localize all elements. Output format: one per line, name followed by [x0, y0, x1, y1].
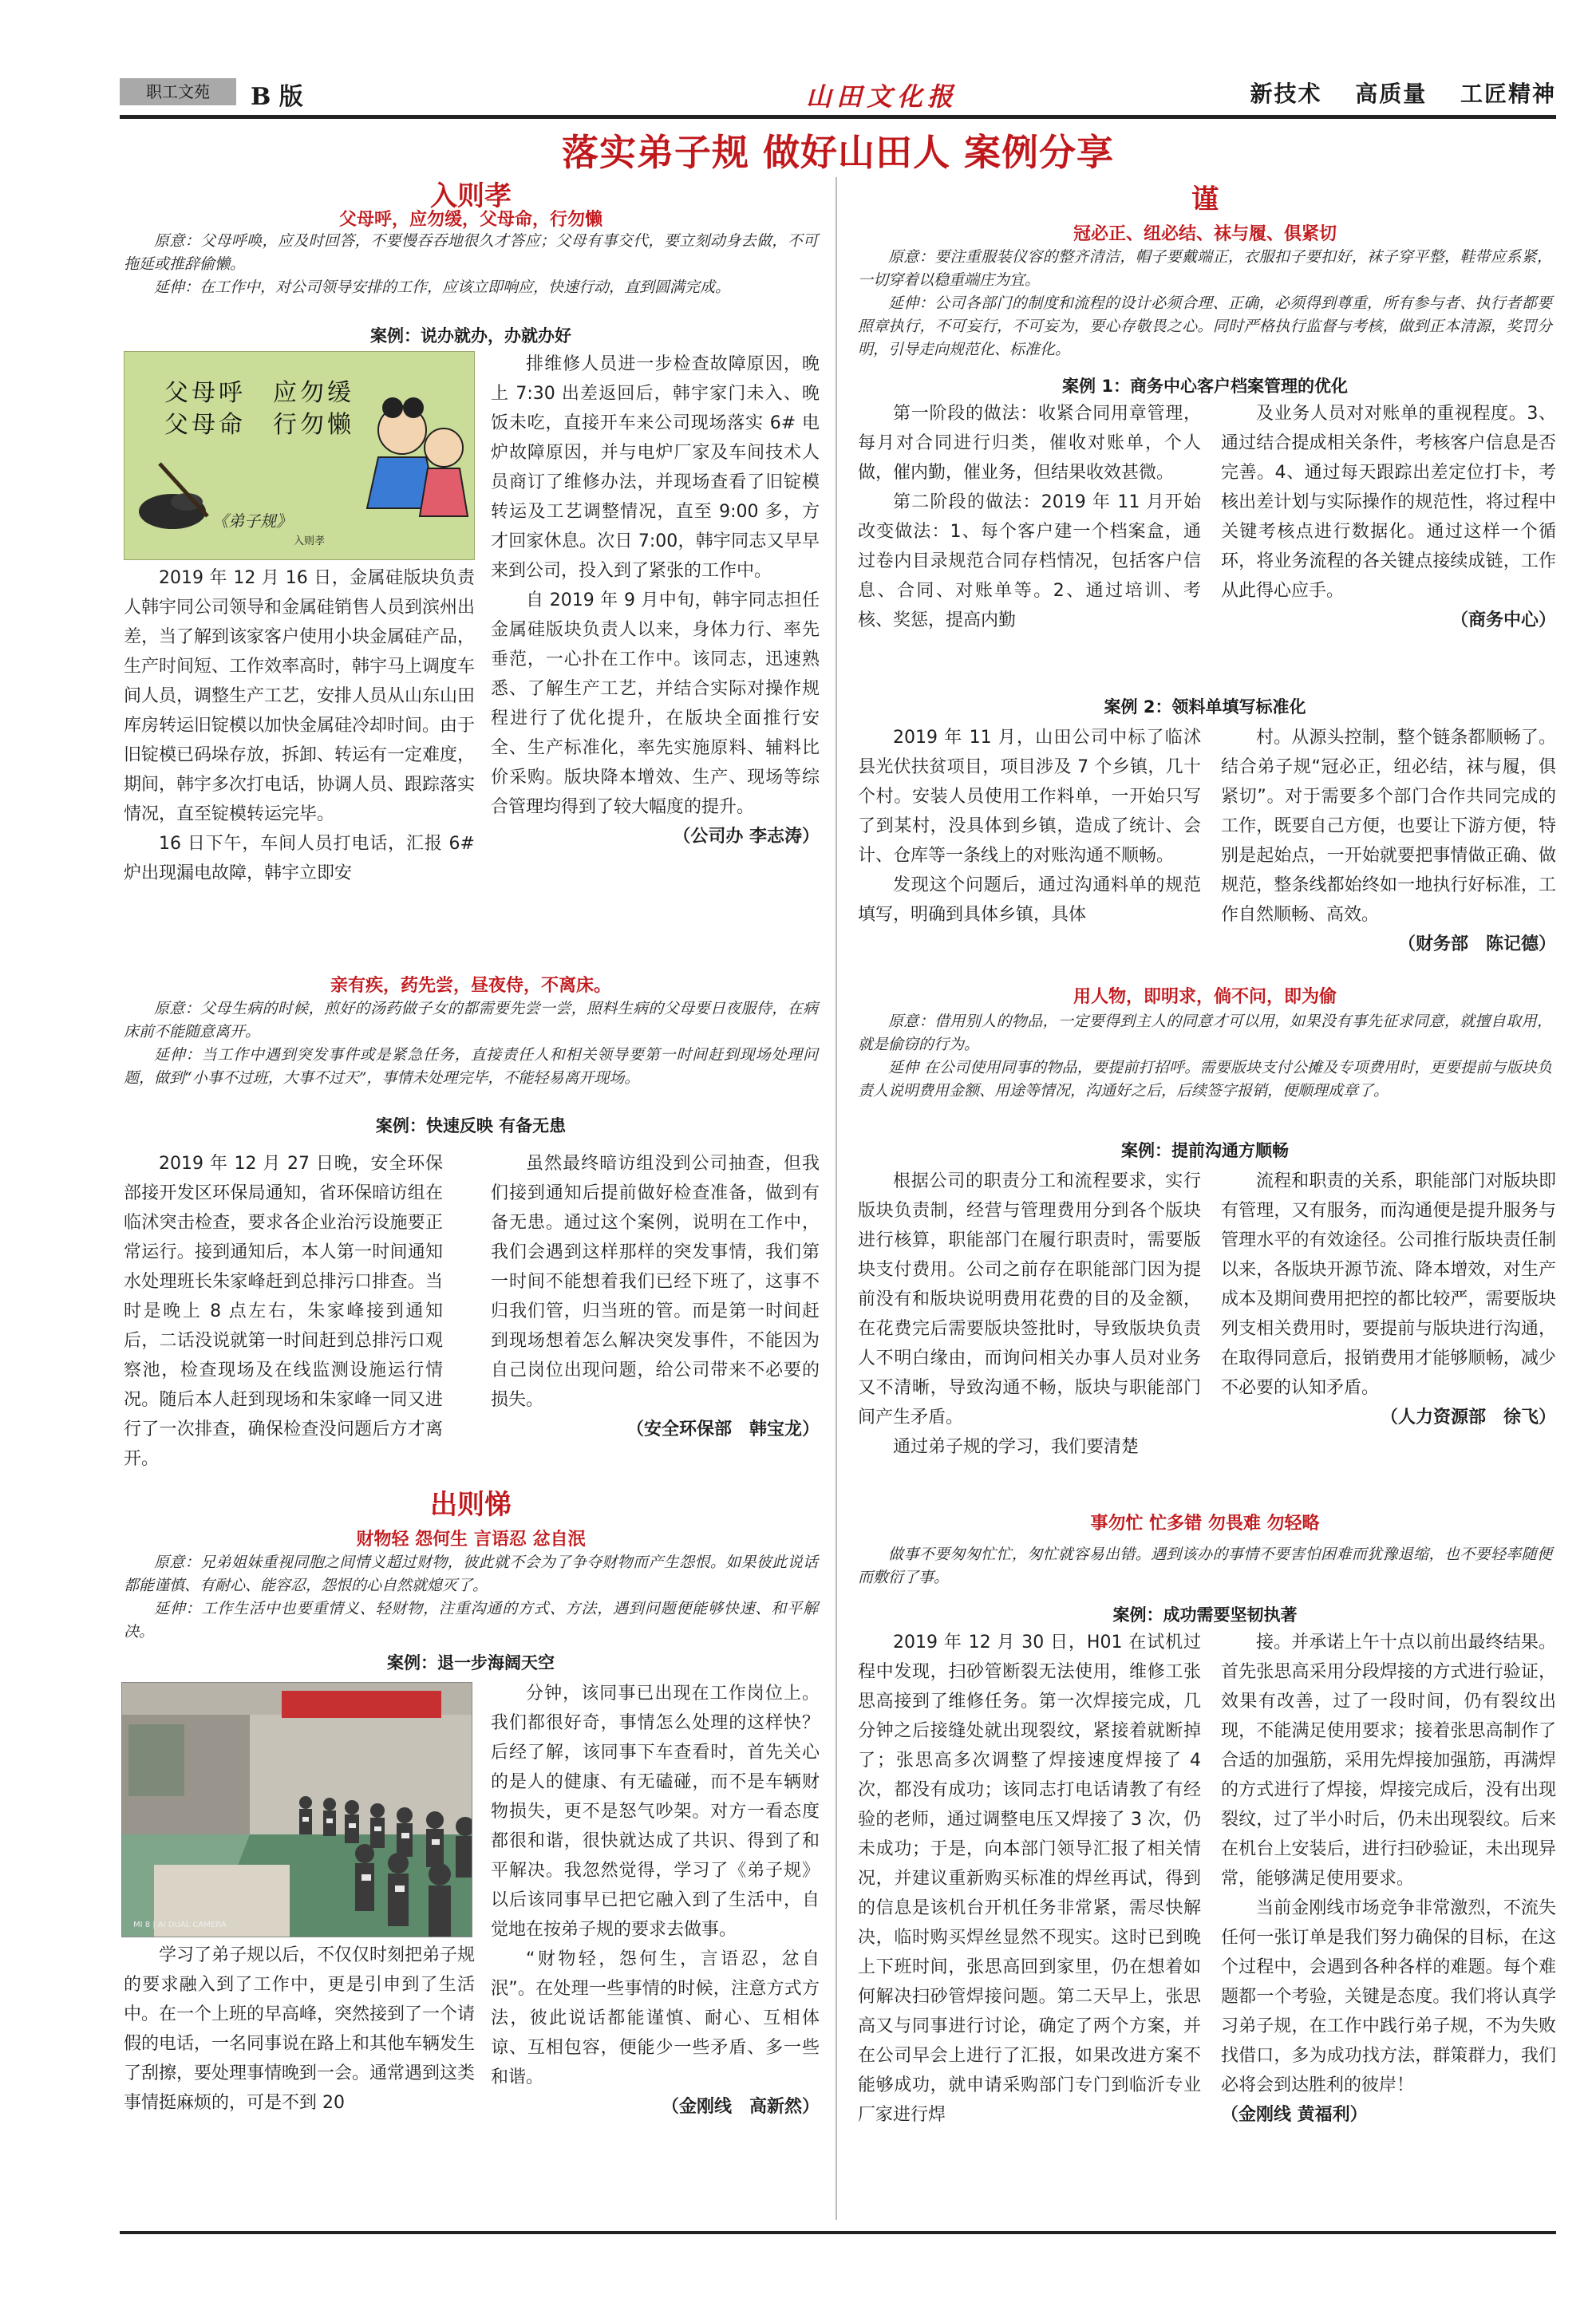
paragraph: 学习了弟子规以后，不仅仅时刻把弟子规的要求融入到了工作中，更是引申到了生活中。在一个上班的早高峰，突然接到了一个请假的电话，一名同事说在路上和其他车辆发生了刮擦，要处理事情晚到一会。通常遇到这类事情挺麻烦的，可是不到 20: [124, 1945, 475, 2113]
principle-extension: 延伸：工作生活中也要重情义、轻财物，注重沟通的方式、方法，遇到问题便能够快速、和平解决。: [124, 1600, 818, 1641]
illustration-line-1: 父母呼 应勿缓: [164, 379, 354, 407]
principle-extension: 延伸：当工作中遇到突发事件或是紧急任务，直接责任人和相关领导要第一时间赶到现场处理问题，做到“小事不过班，大事不过天”，事情未处理完毕，不能轻易离开现场。: [124, 1046, 818, 1087]
section-title-rzx: 入则孝: [430, 180, 512, 212]
paragraph: 第二阶段的做法：2019 年 11 月开始改变做法：1、每个客户建一个档案盒，通过卷内目录规范合同存档情况，包括客户信息、合同、对账单等。2、通过培训、考核、奖惩，提高内勤: [858, 492, 1201, 630]
paragraph: 流程和职责的关系，职能部门对版块即有管理，又有服务，而沟通便是提升服务与管理水平的有效途径。公司推行版块责任制以来，各版块开源节流、降本增效，对生产成本及期间费用把控的都比较严，需要版块列支相关费用时，要提前与版块进行沟通，在取得同意后，报销费用才能够顺畅，减少不必要的认知矛盾。: [1221, 1171, 1556, 1398]
article-jin-case2-col1: [858, 723, 1201, 970]
article-swm-col2: [1221, 1628, 1556, 2218]
paragraph: 根据公司的职责分工和流程要求，实行版块负责制，经营与管理费用分到各个版块进行核算，职能部门在履行职责时，需要版块支付费用。公司之前存在职能部门因为提前没有和版块说明费用花费的目的及金额，在花费完后需要版块签批时，导致版块负责人不明白缘由，而询问相关办事人员对业务又不清晰，导致沟通不畅，版块与职能部门间产生矛盾。: [858, 1171, 1201, 1427]
case-title-yrw: 案例：提前沟通方顺畅: [1121, 1141, 1289, 1160]
article-yrw-col1: [858, 1167, 1201, 1494]
paragraph: 排维修人员进一步检查故障原因，晚上 7:30 出差返回后，韩宇家门未入、晚饭未吃，直接开车来公司现场落实 6# 电炉故障原因，并与电炉厂家及车间技术人员商订了维修办法，并现场查看了旧锭模转运及工艺调整情况，直至 9:00 多，方才回家休息。次日 7:00，韩宇同志又早早来到公司，投入到了紧张的工作中。: [491, 354, 820, 581]
article-rzx-col2: [491, 349, 820, 946]
paragraph: 2019 年 11 月，山田公司中标了临沭县光伏扶贫项目，项目涉及 7 个乡镇，几十个村。安装人员使用工作料单，一开始只写了到某村，没具体到乡镇，造成了统计、会计、仓库等一条线上的对账沟通不顺畅。: [858, 728, 1201, 866]
paragraph: 通过弟子规的学习，我们要清楚: [893, 1437, 1140, 1457]
subtitle-swm: 事勿忙 忙多错 勿畏难 勿轻略: [1090, 1514, 1320, 1534]
author-czt: （金刚线 高新然）: [661, 2097, 820, 2117]
slogan-3: 工匠精神: [1460, 81, 1556, 107]
case-title-swm: 案例：成功需要坚韧执著: [1112, 1605, 1298, 1625]
case2-title-jin: 案例 2：领料单填写标准化: [1104, 697, 1306, 717]
principle-original: 原意：父母呼唤，应及时回答，不要慢吞吞地很久才答应；父母有事交代，要立刻动身去做，不可拖延或推辞偷懒。: [124, 232, 818, 273]
article-swm-col1: [858, 1628, 1201, 2218]
photo-watermark: MI 8 | AI DUAL CAMERA: [133, 1921, 227, 1929]
illustration-sub: 入则孝: [294, 535, 326, 547]
case-title-rzx: 案例：说办就办，办就办好: [370, 326, 571, 346]
workshop-photo: [121, 1682, 472, 1937]
masthead-rule: [120, 115, 1556, 119]
paragraph: 接。并承诺上午十点以前出最终结果。首先张思高采用分段焊接的方式进行验证，效果有改善，过了一段时间，仍有裂纹出现，不能满足使用要求；接着张思高制作了合适的加强筋，采用先焊接加强筋，再满焊的方式进行了焊接，焊接完成后，没有出现裂纹，过了半小时后，仍未出现裂纹。后来在机台上安装后，进行扫砂验证，未出现异常，能够满足使用要求。: [1221, 1633, 1556, 1889]
principle-jin: [858, 246, 1552, 361]
case-title-czt: 案例：退一步海阔天空: [387, 1653, 555, 1672]
case1-title-jin: 案例 1：商务中心客户档案管理的优化: [1062, 377, 1348, 396]
principle-czt: [124, 1551, 818, 1644]
article-czt-col2: [491, 1679, 820, 2205]
author-jin-case2: （财务部 陈记德）: [1397, 934, 1556, 954]
section-label: 职工文苑: [120, 78, 236, 105]
article-rzx-col1: [124, 563, 475, 946]
case-title-qyj: 案例：快速反映 有备无患: [375, 1116, 567, 1135]
column-divider: [836, 177, 837, 2220]
author-swm: （金刚线 黄福利）: [1221, 2105, 1368, 2125]
paragraph: 虽然最终暗访组没到公司抽查，但我们接到通知后提前做好检查准备，做到有备无患。通过这个案例，说明在工作中，我们会遇到这样那样的突发事情，我们第一时间不能想着我们已经下班了，这事不归我们管，归当班的管。而是第一时间赶到现场想着怎么解决突发事件，不能因为自己岗位出现问题，给公司带来不必要的损失。: [491, 1154, 820, 1410]
principle-rzx: [124, 230, 818, 299]
article-qyj-col2: [491, 1149, 820, 1468]
principle-original: 原意：父母生病的时候，煎好的汤药做子女的都需要先尝一尝，照料生病的父母要日夜服侍，在病床前不能随意离开。: [124, 1000, 818, 1040]
paragraph: 发现这个问题后，通过沟通料单的规范填写，明确到具体乡镇，具体: [858, 875, 1201, 925]
author-yrw: （人力资源部 徐飞）: [1380, 1408, 1556, 1427]
edition-label: B 版: [251, 83, 303, 111]
article-jin-case2-col2: [1221, 723, 1556, 970]
paragraph: 2019 年 12 月 30 日，H01 在试机过程中发现，扫砂管断裂无法使用，维修工张思高接到了维修任务。第一次焊接完成，几分钟之后接缝处就出现裂纹，紧接着就断掉了；张思高多次调整了焊接速度焊接了 4 次，都没有成功；该同志打电话请教了有经验的老师，通过调整电压又焊接了 3 次，仍未成功；于是，向本部门领导汇报了相关情况，并建议重新购买标准的焊丝再试，得到的信息是该机台开机任务非常紧，需尽快解决，临时购买焊丝显然不现实。这时已到晚上下班时间，张思高回到家里，仍在想着如何解决扫砂管焊接问题。第二天早上，张思高又与同事进行讨论，确定了两个方案，并在公司早会上进行了汇报，如果改进方案不能够成功，就申请采购部门专门到临沂专业厂家进行焊: [858, 1633, 1201, 2125]
author-jin-case1: （商务中心）: [1450, 610, 1556, 630]
page-title: 落实弟子规 做好山田人 案例分享: [561, 131, 1115, 174]
dizigui-illustration: [124, 351, 475, 560]
principle-original: 原意：要注重服装仪容的整齐清洁，帽子要戴端正，衣服扣子要扣好，袜子穿平整，鞋带应系紧，一切穿着以稳重端庄为宜。: [858, 248, 1552, 289]
principle-qyj: [124, 997, 818, 1090]
paragraph: 第一阶段的做法：收紧合同用章管理，每月对合同进行归类，催收对账单，个人做，催内勤，催业务，但结果收效甚微。: [858, 404, 1201, 483]
slogan-1: 新技术: [1250, 81, 1322, 107]
principle-extension: 延伸 在公司使用同事的物品，要提前打招呼。需要版块支付公摊及专项费用时，更要提前与版块负责人说明费用金额、用途等情况，沟通好之后，后续签字报销，便顺理成章了。: [858, 1059, 1552, 1100]
illustration-caption: 《弟子规》: [212, 511, 292, 531]
article-qyj-col1: [124, 1149, 443, 1468]
subtitle-jin: 冠必正、纽必结、袜与履、俱紧切: [1073, 224, 1337, 244]
paragraph: 分钟，该同事已出现在工作岗位上。我们都很好奇，事情怎么处理的这样快？后经了解，该同事下车查看时，首先关心的是人的健康、有无磕碰，而不是车辆财物损失，更不是怒气吵架。对方一看态度都很和谐，很快就达成了共识、得到了和平解决。我忽然觉得，学习了《弟子规》以后该同事早已把它融入到了生活中，自觉地在按弟子规的要求去做事。: [491, 1684, 820, 1940]
principle-original: 原意：借用别人的物品，一定要得到主人的同意才可以用，如果没有事先征求同意，就擅自取用，就是偷窃的行为。: [858, 1013, 1552, 1053]
paragraph: “财物轻，怨何生，言语忍，忿自泯”。在处理一些事情的时候，注意方式方法，彼此说话都能谨慎、耐心、互相体谅、互相包容，便能少一些矛盾、多一些和谐。: [491, 1949, 820, 2087]
section-title-czt: 出则悌: [430, 1489, 512, 1521]
author-rzx: （公司办 李志涛）: [673, 827, 820, 847]
principle-extension: 延伸：在工作中，对公司领导安排的工作，应该立即响应，快速行动，直到圆满完成。: [154, 278, 731, 296]
article-jin-case1-col2: [1221, 399, 1556, 694]
author-qyj: （安全环保部 韩宝龙）: [626, 1420, 820, 1439]
subtitle-yrw: 用人物，即明求，倘不问，即为偷: [1073, 987, 1337, 1007]
article-jin-case1-col1: [858, 399, 1201, 694]
illustration-line-2: 父母命 行勿懒: [164, 411, 354, 439]
principle-swm: [858, 1543, 1552, 1589]
principle-original: 原意：兄弟姐妹重视同胞之间情义超过财物，彼此就不会为了争夺财物而产生怨恨。如果彼此说话都能谨慎、有耐心、能容忍，怨恨的心自然就熄灭了。: [124, 1554, 818, 1594]
principle-extension: 延伸：公司各部门的制度和流程的设计必须合理、正确，必须得到尊重，所有参与者、执行者都要照章执行，不可妄行，不可妄为，要心存敬畏之心。同时严格执行监督与考核，做到正本清源，奖罚分明，引导走向规范化、标准化。: [858, 294, 1552, 358]
paragraph: 2019 年 12 月 16 日，金属硅版块负责人韩宇同公司领导和金属硅销售人员到滨州出差，当了解到该家客户使用小块金属硅产品，生产时间短、工作效率高时，韩宇马上调度车间人员，调整生产工艺，安排人员从山东山田库房转运旧锭模以加快金属硅冷却时间。由于旧锭模已码垛存放，拆卸、转运有一定难度，期间，韩宇多次打电话，协调人员、跟踪落实情况，直至锭模转运完毕。: [124, 568, 475, 824]
principle-text: 做事不要匆匆忙忙，匆忙就容易出错。遇到该办的事情不要害怕困难而犹豫退缩，也不要轻率随便而敷衍了事。: [858, 1546, 1552, 1586]
subtitle-czt: 财物轻 怨何生 言语忍 忿自泯: [356, 1530, 586, 1550]
subtitle-rzx: 父母呼，应勿缓，父母命，行勿懒: [338, 210, 602, 230]
paper-name: 山田文化报: [805, 81, 958, 112]
masthead: [120, 73, 1556, 113]
paragraph: 2019 年 12 月 27 日晚，安全环保部接开发区环保局通知，省环保暗访组在临沭突击检查，要求各企业治污设施要正常运行。接到通知后，本人第一时间通知水处理班长朱家峰赶到总排污口排查。当时是晚上 8 点左右，朱家峰接到通知后，二话没说就第一时间赶到总排污口观察池，检查现场及在线监测设施运行情况。随后本人赶到现场和朱家峰一同又进行了一次排查，确保检查没问题后方才离开。: [124, 1154, 443, 1468]
article-yrw-col2: [1221, 1167, 1556, 1494]
paragraph: 16 日下午，车间人员打电话，汇报 6# 炉出现漏电故障，韩宇立即安: [124, 834, 475, 883]
article-czt-col1: [124, 1941, 475, 2188]
section-title-jin: 谨: [1191, 184, 1219, 215]
paragraph: 及业务人员对对账单的重视程度。3、通过结合提成相关条件，考核客户信息是否完善。4、通过每天跟踪出差定位打卡，考核出差计划与实际操作的规范性，将过程中关键考核点进行数据化。通过这样一个循环，将业务流程的各关键点接续成链，工作从此得心应手。: [1221, 404, 1556, 601]
slogans: [1226, 77, 1556, 109]
paragraph: 当前金刚线市场竞争非常激烈，不流失任何一张订单是我们努力确保的目标，在这个过程中，会遇到各种各样的难题。每个难题都一个考验，关键是态度。我们将认真学习弟子规，在工作中践行弟子规，不为失败找借口，多为成功找方法，群策群力，我们必将会到达胜利的彼岸！: [1221, 1898, 1556, 2095]
paragraph: 村。从源头控制，整个链条都顺畅了。结合弟子规“冠必正，纽必结，袜与履，俱紧切”。对于需要多个部门合作共同完成的工作，既要自己方便，也要让下游方便，特别是起始点，一开始就要把事情做正确、做规范，整条线都始终如一地执行好标准，工作自然顺畅、高效。: [1221, 728, 1556, 925]
workshop-scene: [122, 1683, 472, 1937]
slogan-2: 高质量: [1355, 81, 1428, 107]
subtitle-qyj: 亲有疾，药先尝，昼夜侍，不离床。: [330, 976, 611, 996]
bottom-rule: [120, 2231, 1556, 2234]
principle-yrw: [858, 1010, 1552, 1103]
paragraph: 自 2019 年 9 月中旬，韩宇同志担任金属硅版块负责人以来，身体力行、率先垂范，一心扑在工作中。该同志，迅速熟悉、了解生产工艺，并结合实际对操作规程进行了优化提升，在版块全面推行安全、生产标准化，率先实施原料、辅料比价采购。版块降本增效、生产、现场等综合管理均得到了较大幅度的提升。: [491, 590, 820, 817]
